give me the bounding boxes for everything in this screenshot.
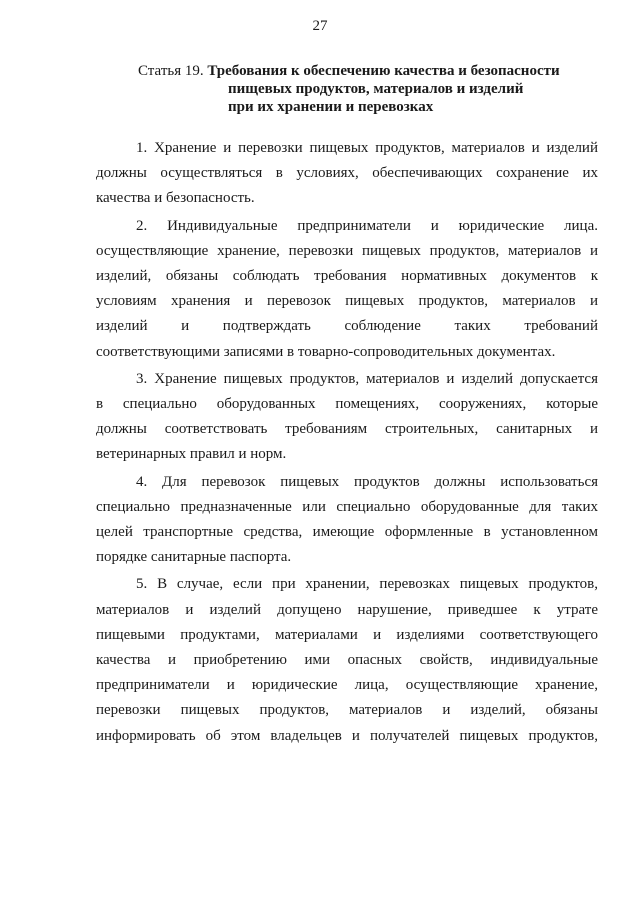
paragraph-line: 2. Индивидуальные предприниматели и юридические лица. bbox=[136, 217, 598, 234]
paragraph-5 bbox=[96, 572, 598, 748]
paragraph-line: предприниматели и юридические лица, осуществляющие хранение, bbox=[96, 677, 598, 694]
paragraph-line: в специально оборудованных помещениях, сооружениях, которые bbox=[96, 396, 598, 413]
article-title-line: пищевых продуктов, материалов и изделий bbox=[228, 81, 524, 97]
article-heading bbox=[138, 62, 578, 116]
article-title-line: при их хранении и перевозках bbox=[228, 99, 434, 115]
paragraph-line: качества и безопасность. bbox=[96, 190, 255, 207]
paragraph-line: осуществляющие хранение, перевозки пищевых продуктов, материалов и bbox=[96, 242, 598, 259]
article-title-line: Требования к обеспечению качества и безопасности bbox=[207, 63, 560, 79]
paragraph-line: изделий, обязаны соблюдать требования нормативных документов к bbox=[96, 268, 598, 285]
paragraph-line: 5. В случае, если при хранении, перевозках пищевых продуктов, bbox=[136, 576, 598, 593]
paragraph-line: изделий и подтверждать соблюдение таких требований bbox=[96, 318, 598, 335]
paragraph-line: пищевыми продуктами, материалами и изделиями соответствующего bbox=[96, 626, 598, 643]
article-body bbox=[96, 136, 598, 751]
paragraph-line: целей транспортные средства, имеющие оформленные в установленном bbox=[96, 524, 598, 541]
paragraph-line: специально предназначенные или специально оборудованные для таких bbox=[96, 498, 598, 515]
paragraph-line: материалов и изделий допущено нарушение, приведшее к утрате bbox=[96, 601, 598, 618]
paragraph-line: 1. Хранение и перевозки пищевых продуктов, материалов и изделий bbox=[136, 140, 598, 156]
paragraph-line: должны осуществляться в условиях, обеспечивающих сохранение их bbox=[96, 165, 598, 182]
paragraph-line: соответствующими записями в товарно-сопроводительных документах. bbox=[96, 343, 556, 360]
paragraph-3 bbox=[96, 367, 598, 468]
paragraph-line: качества и приобретению ими опасных свойств, индивидуальные bbox=[96, 652, 598, 669]
article-label: Статья 19. bbox=[138, 63, 204, 79]
paragraph-line: информировать об этом владельцев и получателей пищевых продуктов, bbox=[96, 727, 598, 744]
paragraph-line: перевозки пищевых продуктов, материалов и изделий, обязаны bbox=[96, 702, 598, 719]
paragraph-line: порядке санитарные паспорта. bbox=[96, 549, 292, 566]
paragraph-line: ветеринарных правил и норм. bbox=[96, 446, 287, 463]
paragraph-line: 4. Для перевозок пищевых продуктов должны использоваться bbox=[136, 473, 598, 490]
paragraph-line: 3. Хранение пищевых продуктов, материалов и изделий допускается bbox=[136, 370, 598, 387]
paragraph-line: должны соответствовать требованиям строительных, санитарных и bbox=[96, 421, 598, 438]
article-heading-line-1 bbox=[138, 62, 578, 80]
paragraph-4 bbox=[96, 470, 598, 571]
paragraph-1 bbox=[96, 136, 598, 212]
paragraph-2 bbox=[96, 214, 598, 365]
paragraph-line: условиям хранения и перевозок пищевых продуктов, материалов и bbox=[96, 293, 598, 310]
page-number: 27 bbox=[312, 18, 328, 34]
